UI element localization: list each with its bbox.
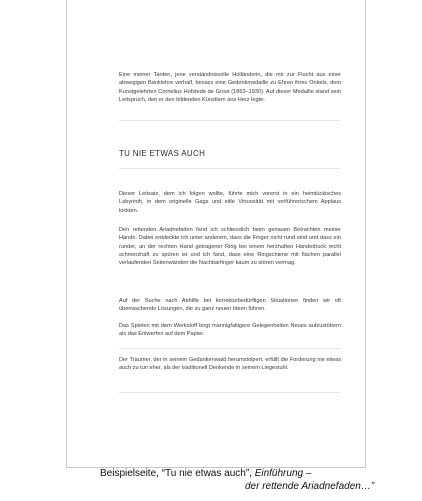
body-paragraph: Der Träumer, der in seinem Gedankenwald herumstolpert, erfüllt die Forderung nie etwas auch zu tun eher, als der traditionell Denkende in seinem Liegestuhl. <box>119 357 341 372</box>
body-paragraph: Das Spielen mit dem Werkstoff birgt mannigfaltigere Gelegenheiten Neues aufzustöbern als das Entwerfen auf dem Papier. <box>119 323 341 338</box>
divider <box>119 348 341 349</box>
divider <box>119 168 341 169</box>
caption-prefix: Beispielseite, “Tu nie etwas auch”, <box>100 468 255 479</box>
document-page <box>66 0 366 468</box>
page-caption <box>100 467 400 493</box>
section-heading: TU NIE ETWAS AUCH <box>119 149 206 158</box>
caption-italic: Einführung – <box>254 468 312 479</box>
body-paragraph: Auf der Suche nach Abhilfe bei korrekturbedürftigen Situationen finden wir oft überraschende Lösungen, die zu ganz neuen Ideen führen. <box>119 298 341 313</box>
caption-line-1 <box>100 467 400 480</box>
divider <box>119 120 341 121</box>
intro-paragraph: Eine meiner Tanten, jene verständnisvolle Holländerin, die mir zur Flucht aus einer abwegigen Banklehre verhalf, besass eine Gedenkmedaille zu Ehren ihres Onkels, dem Kunstgelehrten Cornelius Hofstede de Groot (1863–1930). Auf dieser Medaille stand sein Leitspruch, den er den bildenden Künstlern ans Herz legte: <box>119 72 341 103</box>
body-paragraph: Dieser Leitsatz, dem ich folgen wollte, führte mich vorerst in ein heimtückisches Labyrinth, in dem originelle Gags und eitle Virtuosität mit verführerischem Applaus lockten. <box>119 191 341 214</box>
caption-line-2: der rettende Ariadnefaden…” <box>245 481 375 492</box>
divider <box>119 392 341 393</box>
body-paragraph: Den rettenden Ariadnefaden fand ich schliesslich beim genauen Betrachten meiner Hände. Dabei entdeckte ich unter anderem, dass die Finger nicht rund sind und dass ein runder, an der rechten Hand getragener Ring bei einem herzhaften Händedruck recht schmerzhaft zu spüren ist und ich fand, dass eine Ringschiene mit flachen parallel verlaufenden Seitenwänden die Nachbarfinger kaum zu stören vermag. <box>119 227 341 267</box>
